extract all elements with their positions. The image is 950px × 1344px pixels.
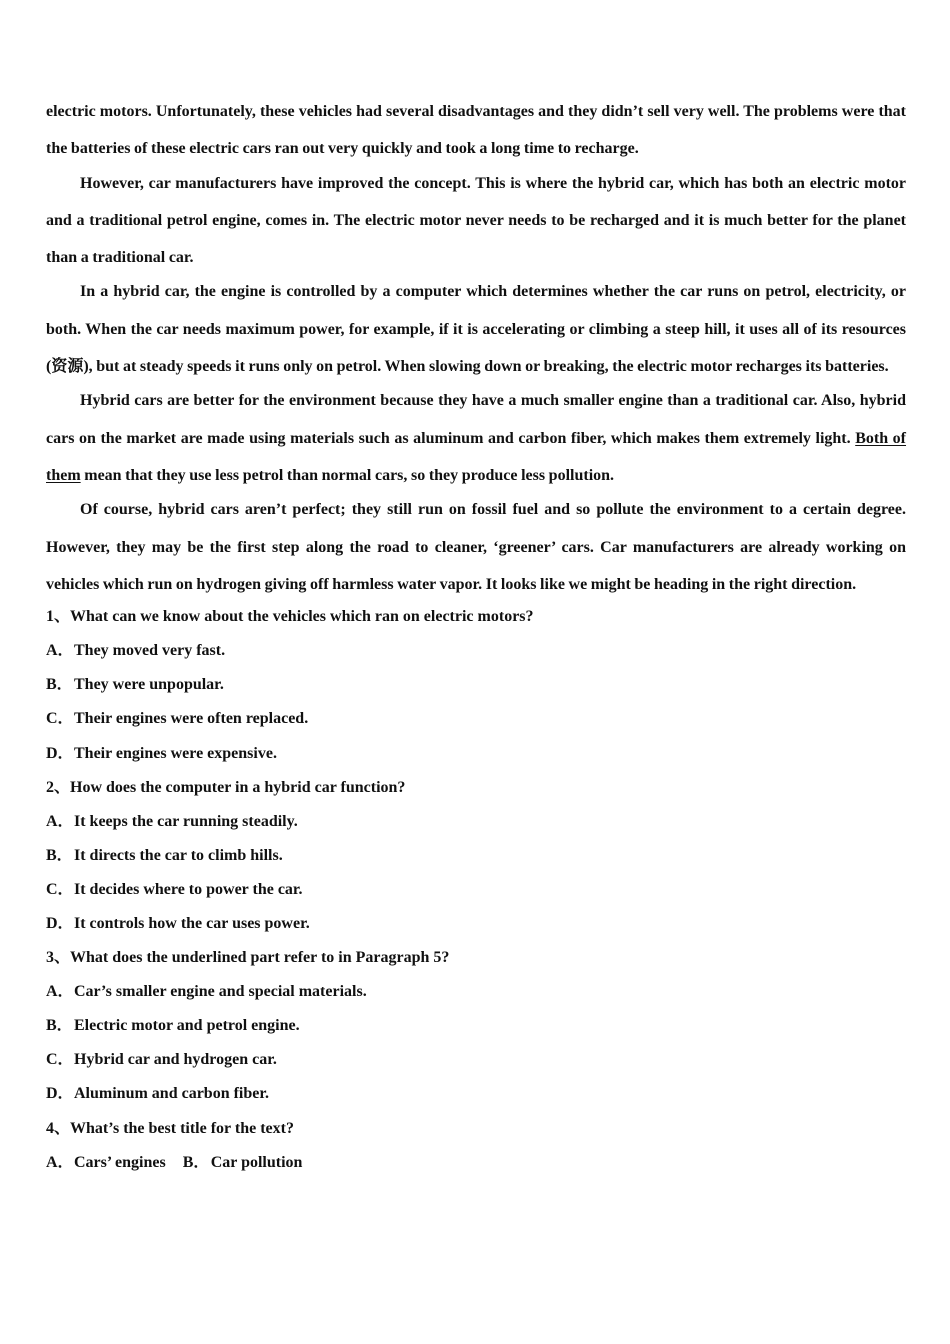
reading-passage <box>46 93 906 603</box>
option-c <box>46 873 906 907</box>
option-d <box>46 1077 906 1111</box>
option-label: C． <box>46 880 74 898</box>
option-d <box>46 907 906 941</box>
option-text: It decides where to power the car. <box>74 880 303 898</box>
option-label: B． <box>182 1153 210 1171</box>
question-list <box>46 600 906 1180</box>
option-a <box>46 634 906 668</box>
option-text: Cars’ engines <box>74 1153 166 1171</box>
option-text: Their engines were expensive. <box>74 744 277 762</box>
option-label: B． <box>46 846 73 864</box>
option-text: Their engines were often replaced. <box>74 710 309 728</box>
option-d <box>46 737 906 771</box>
option-text: Hybrid car and hydrogen car. <box>74 1051 277 1069</box>
passage-paragraph-5: Of course, hybrid cars aren’t perfect; they still run on fossil fuel and so pollute the environment to a certain degree. However, they may be the first step along the road to cleaner, ‘greener’ cars. Car manufacturers are already working on vehicles which run on hydrogen giving off harmless water vapor. It looks like we might be heading in the right direction. <box>46 501 906 593</box>
option-b <box>46 839 906 873</box>
option-c <box>46 1043 906 1077</box>
option-label: B． <box>46 1017 73 1035</box>
option-text: Car’s smaller engine and special materials. <box>74 983 367 1001</box>
option-text: They were unpopular. <box>74 676 224 694</box>
option-text: It controls how the car uses power. <box>74 915 310 932</box>
passage-paragraph-1: electric motors. Unfortunately, these vehicles had several disadvantages and they didn’t sell very well. The problems were that the batteries of these electric cars ran out very quickly and took a long time to recharge. <box>46 103 906 158</box>
question-stem: 1、What can we know about the vehicles which ran on electric motors? <box>46 608 534 626</box>
passage-paragraph-3: In a hybrid car, the engine is controlled by a computer which determines whether the car runs on petrol, electricity, or both. When the car needs maximum power, for example, if it is accelerating or climbing a steep hill, it uses all of its resources (资源), but at steady speeds it runs only on petrol. When slowing down or breaking, the electric motor recharges its batteries. <box>46 283 906 376</box>
option-label: A． <box>46 1153 74 1171</box>
option-label: B． <box>46 676 73 694</box>
question-1 <box>46 600 906 770</box>
paragraph-4-text-before: Hybrid cars are better for the environment because they have a much smaller engine than a traditional car. Also, hybrid cars on the market are made using materials such as aluminum and carbon fiber, which makes them extremely light. <box>46 392 906 447</box>
option-label: D． <box>46 744 74 762</box>
option-text: It keeps the car running steadily. <box>74 812 298 830</box>
question-3 <box>46 941 906 1111</box>
question-stem: 4、What’s the best title for the text? <box>46 1119 294 1137</box>
paragraph-4-text-after: mean that they use less petrol than normal cars, so they produce less pollution. <box>80 466 615 484</box>
passage-paragraph-4 <box>46 382 906 494</box>
option-label: A． <box>46 812 74 830</box>
underlined-phrase: Both of them <box>46 429 907 484</box>
option-label: A． <box>46 642 74 660</box>
option-text: It directs the car to climb hills. <box>74 846 283 864</box>
option-text: Electric motor and petrol engine. <box>74 1017 300 1035</box>
option-b <box>46 668 906 702</box>
question-4 <box>46 1112 906 1180</box>
option-text: They moved very fast. <box>74 642 226 660</box>
option-a <box>46 975 906 1009</box>
option-label: A． <box>46 983 74 1001</box>
option-label: C． <box>46 1051 74 1069</box>
option-a <box>46 805 906 839</box>
passage-paragraph-2: However, car manufacturers have improved the concept. This is where the hybrid car, which has both an electric motor and a traditional petrol engine, comes in. The electric motor never needs to be recharged and it is much better for the planet than a traditional car. <box>46 174 906 267</box>
option-label: D． <box>46 1085 74 1103</box>
question-2 <box>46 771 906 941</box>
option-b <box>46 1009 906 1043</box>
option-label: C． <box>46 710 74 728</box>
question-stem: 3、What does the underlined part refer to in Paragraph 5? <box>46 949 450 967</box>
option-text: Aluminum and carbon fiber. <box>74 1085 269 1103</box>
question-stem: 2、How does the computer in a hybrid car function? <box>46 778 406 796</box>
option-c <box>46 702 906 736</box>
option-label: D． <box>46 915 74 932</box>
option-text: Car pollution <box>210 1153 303 1171</box>
option-row-ab <box>46 1146 906 1180</box>
document-page <box>46 93 906 1180</box>
